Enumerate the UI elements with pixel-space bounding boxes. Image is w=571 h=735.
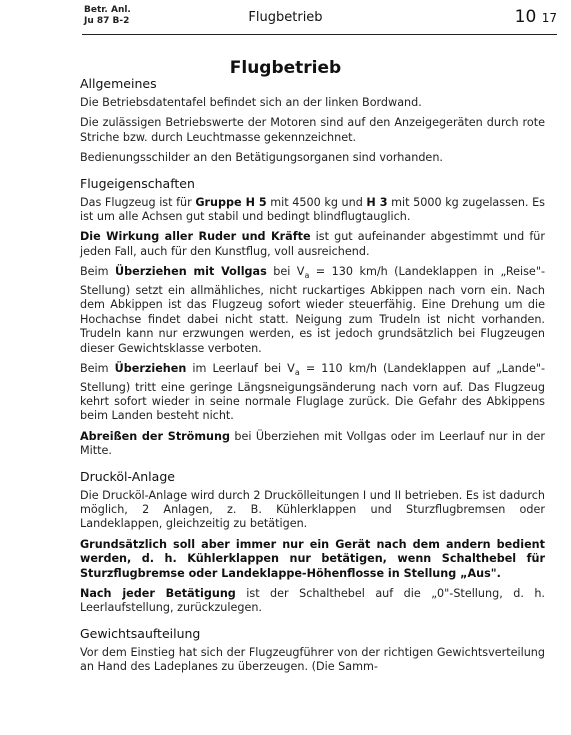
text-span: = 110 km/h (Landeklappen auf „Lande"-Stellung) tritt eine geringe Längsneigungsänderung nach vorn auf. Das Flugzeug kehrt sofort wieder in seine normale Fluglage zurück. Die Gefahr des Abkippens beim Landen besteht nicht. [80,361,546,423]
text-span: bei V [266,265,305,279]
section-heading-druckoel-anlage: Drucköl-Anlage [80,468,175,484]
paragraph [80,362,545,424]
paragraph: Vor dem Einstieg hat sich der Flugzeugführer von der richtigen Gewichtsverteilung an Hand des Ladeplanes zu überzeugen. (Die Samm- [80,645,545,674]
bold-text: Nach jeder Betätigung [80,587,236,601]
paragraph [80,230,545,259]
bold-text: Überziehen mit Vollgas [115,265,267,279]
page-title: Flugbetrieb [229,58,342,78]
bold-text: Überziehen [114,361,187,375]
paragraph [80,538,545,581]
header-rule [82,34,557,35]
text-span: im Leerlauf bei V [186,361,295,375]
text-span: Das Flugzeug ist für [80,195,196,209]
paragraph: Die Betriebsdatentafel befindet sich an der linken Bordwand. [80,96,422,109]
text-span: mit 4500 kg und [266,195,367,209]
paragraph [80,196,545,225]
paragraph: Die Drucköl-Anlage wird durch 2 Druckölleitungen I und II betrieben. Es ist dadurch möglich, 2 Anlagen, z. B. Kühlerklappen und Sturzflugbremsen oder Landeklappen, gleichzeitig zu betätigen. [80,488,545,531]
paragraph: Die zulässigen Betriebswerte der Motoren sind auf den Anzeigegeräten durch rote Striche bzw. durch Leuchtmasse gekennzeichnet. [80,116,545,144]
text-span: Beim [80,361,115,375]
paragraph [80,265,545,356]
page-number-main: 10 [514,7,537,27]
paragraph [80,430,545,459]
header-aircraft: Ju 87 B-2 [84,16,130,26]
text-span: bei Überziehen mit Vollgas oder im Leerlauf nur in der Mitte. [80,429,545,458]
header-title: Flugbetrieb [248,10,323,25]
text-span: ist gut aufeinander abgestimmt und für jeden Fall, auch für den Kunstflug, voll ausreichend. [80,230,545,258]
section-heading-flugeigenschaften: Flugeigenschaften [80,175,195,191]
page-number [515,7,557,27]
bold-text: Die Wirkung aller Ruder und Kräfte [80,230,311,244]
text-span: = 130 km/h (Landeklappen in „Reise"-Stellung) setzt ein allmähliches, nicht ruckartiges Abkippen nach vorn ein. Nach dem Abkippen ist das Flugzeug sofort wieder steuerfähig. Eine Drehung um die Hochachse findet dabei nicht statt. Neigung zum Trudeln ist nicht vorhanden. Trudeln kann nur erzwungen werden, es ist jedoch grundsätzlich bei Flugzeugen dieser Gewichtsklasse verboten. [80,265,545,355]
text-span: Beim [80,265,116,279]
paragraph: Bedienungsschilder an den Betätigungsorganen sind vorhanden. [80,151,443,165]
bold-text: Gruppe H 5 [195,195,267,209]
text-span: ist der Schalthebel auf die „0"-Stellung, d. h. Leerlaufstellung, zurückzulegen. [80,587,545,615]
paragraph [80,587,545,616]
page-number-sub: 17 [541,11,557,25]
main-content [80,76,545,681]
section-heading-allgemeines: Allgemeines [80,76,157,91]
subscript: a [294,368,300,378]
bold-text: Abreißen der Strömung [80,429,230,443]
text-span: mit 5000 kg zugelassen. Es ist um alle Achsen gut stabil und bedingt blindflugtauglich. [80,195,545,224]
bold-text: H 3 [366,195,388,209]
subscript: a [304,271,310,281]
section-heading-gewichtsaufteilung: Gewichtsaufteilung [80,625,201,641]
bold-text: Grundsätzlich soll aber immer nur ein Gerät nach dem andern bedient werden, d. h. Kühlerklappen nur betätigen, wenn Schalthebel für Sturzflugbremse oder Landeklappe-Höhenflosse in Stellung „Aus". [80,537,545,580]
header-doc-type: Betr. Anl. [84,5,131,15]
